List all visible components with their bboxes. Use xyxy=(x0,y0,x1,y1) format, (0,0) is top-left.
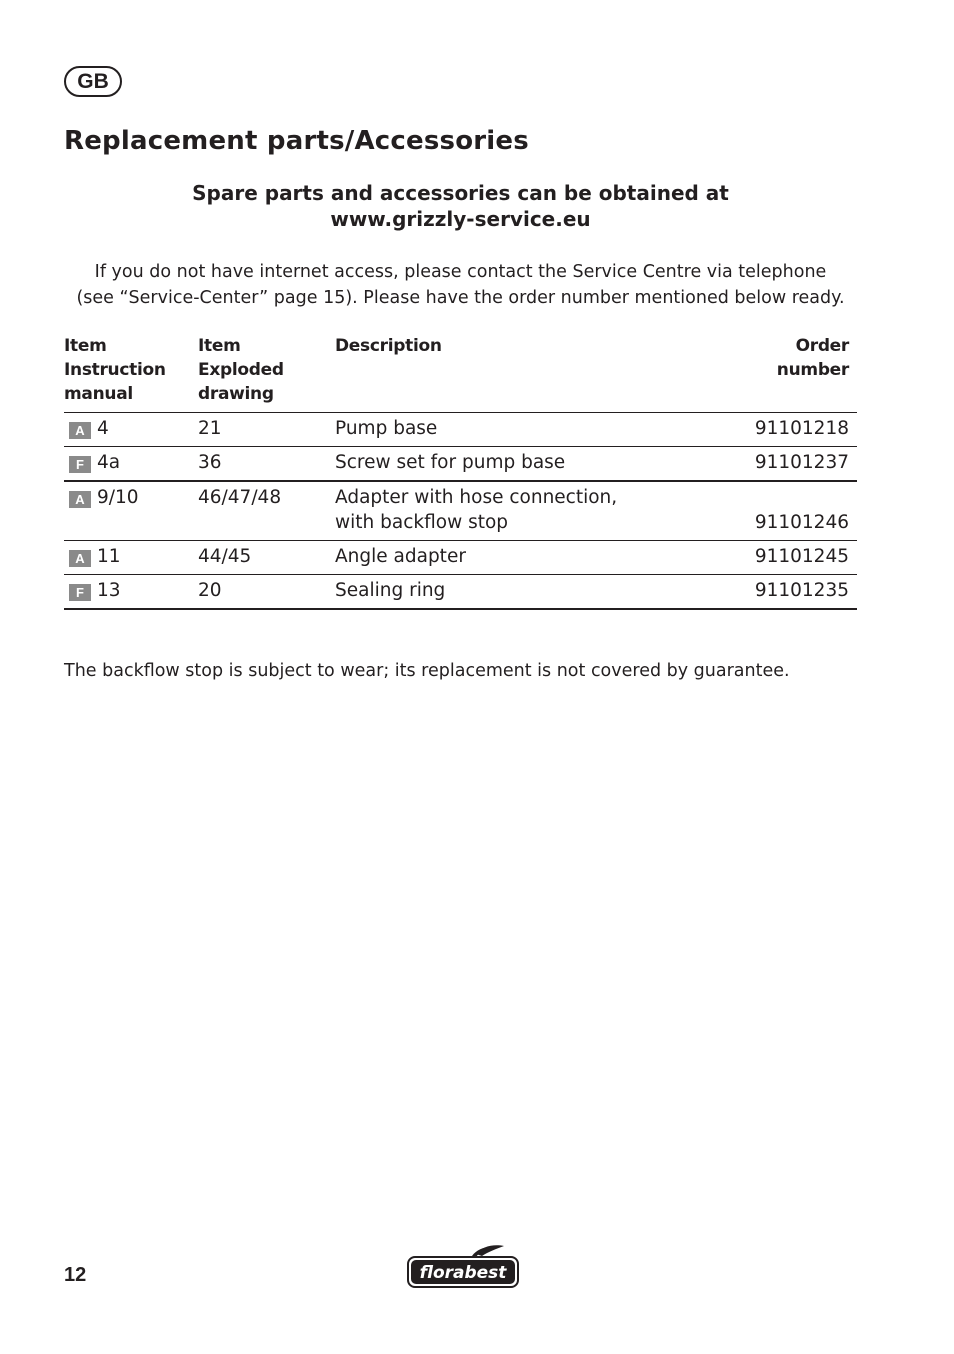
header-item-manual xyxy=(64,332,198,413)
language-badge xyxy=(64,66,122,97)
cell-order-number: 91101218 xyxy=(665,413,857,447)
table-row xyxy=(64,447,857,482)
cell-order-number: 91101245 xyxy=(665,541,857,575)
parts-table xyxy=(64,332,857,610)
contact-line1: If you do not have internet access, please contact the Service Centre via telephone xyxy=(94,262,827,282)
header-text: Order xyxy=(795,336,849,356)
header-text: manual xyxy=(64,384,133,404)
item-manual-value: 11 xyxy=(97,546,121,567)
description-text: Sealing ring xyxy=(335,580,446,601)
cell-description xyxy=(335,481,665,541)
table-row xyxy=(64,575,857,610)
spare-parts-note-line1: Spare parts and accessories can be obtained at xyxy=(192,181,729,205)
description-text: Adapter with hose connection, xyxy=(335,487,618,508)
series-badge: A xyxy=(69,422,91,439)
logo-text: florabest xyxy=(419,1263,507,1283)
cell-item-drawing: 44/45 xyxy=(198,541,335,575)
spare-parts-note xyxy=(64,180,857,232)
language-badge-label: GB xyxy=(77,69,109,93)
cell-description xyxy=(335,413,665,447)
header-item-drawing xyxy=(198,332,335,413)
cell-description xyxy=(335,575,665,610)
series-badge: A xyxy=(69,550,91,567)
header-text: Instruction xyxy=(64,360,166,380)
cell-item-manual xyxy=(64,447,198,482)
contact-line2: (see “Service-Center” page 15). Please have the order number mentioned below ready. xyxy=(76,288,845,308)
description-text: with backflow stop xyxy=(335,512,509,533)
series-badge: A xyxy=(69,491,91,508)
cell-order-number: 91101235 xyxy=(665,575,857,610)
cell-item-manual xyxy=(64,481,198,541)
item-manual-value: 4a xyxy=(97,452,121,473)
spare-parts-url: www.grizzly-service.eu xyxy=(330,207,591,231)
header-description xyxy=(335,332,665,413)
item-manual-value: 4 xyxy=(97,418,109,439)
table-row xyxy=(64,481,857,541)
cell-item-manual xyxy=(64,541,198,575)
cell-item-drawing: 46/47/48 xyxy=(198,481,335,541)
parts-table-header xyxy=(64,332,857,413)
description-text: Screw set for pump base xyxy=(335,452,566,473)
series-badge: F xyxy=(69,456,91,473)
cell-item-drawing: 21 xyxy=(198,413,335,447)
table-row xyxy=(64,413,857,447)
header-text: Item xyxy=(64,336,107,356)
cell-order-number: 91101237 xyxy=(665,447,857,482)
description-text: Pump base xyxy=(335,418,438,439)
florabest-logo xyxy=(406,1244,520,1290)
item-manual-value: 13 xyxy=(97,580,121,601)
header-text: drawing xyxy=(198,384,274,404)
contact-instructions xyxy=(64,259,857,311)
description-text: Angle adapter xyxy=(335,546,466,567)
cell-item-manual xyxy=(64,413,198,447)
wear-footnote: The backflow stop is subject to wear; its replacement is not covered by guarantee. xyxy=(64,661,790,681)
item-manual-value: 9/10 xyxy=(97,487,139,508)
header-text: number xyxy=(776,360,849,380)
cell-item-drawing: 20 xyxy=(198,575,335,610)
page-title: Replacement parts/Accessories xyxy=(64,126,529,156)
header-text: Exploded xyxy=(198,360,284,380)
series-badge: F xyxy=(69,584,91,601)
cell-item-manual xyxy=(64,575,198,610)
cell-description xyxy=(335,541,665,575)
cell-description xyxy=(335,447,665,482)
header-text: Description xyxy=(335,336,442,356)
page-number: 12 xyxy=(64,1264,87,1286)
table-row xyxy=(64,541,857,575)
header-text: Item xyxy=(198,336,241,356)
cell-item-drawing: 36 xyxy=(198,447,335,482)
header-order-number xyxy=(665,332,857,413)
cell-order-number: 91101246 xyxy=(665,481,857,541)
